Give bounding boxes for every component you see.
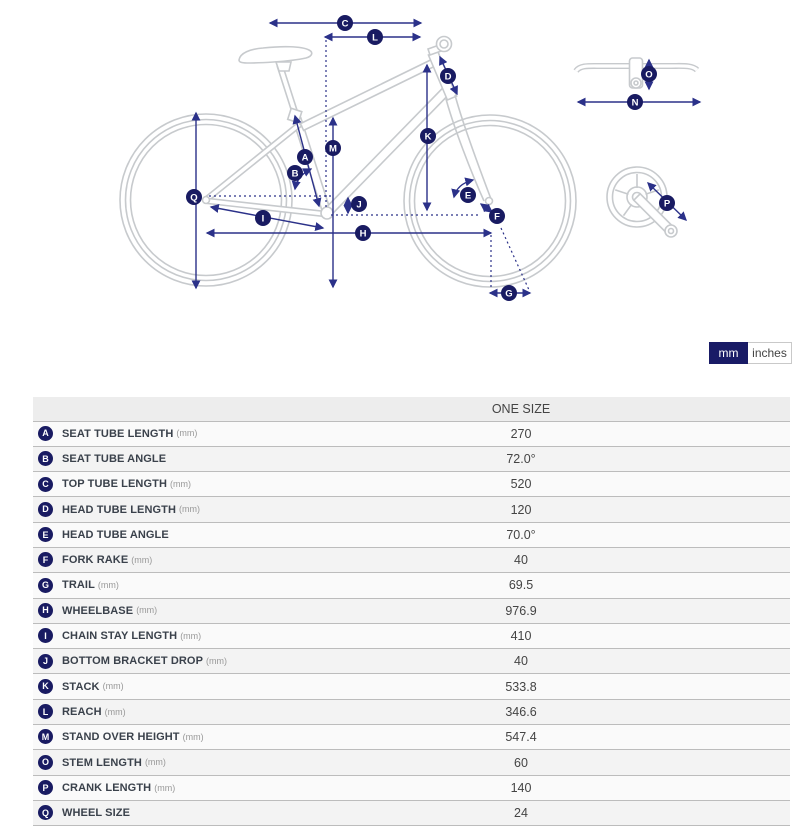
table-row-C (33, 472, 790, 497)
table-row-D (33, 497, 790, 522)
table-row-I (33, 623, 790, 648)
diagram-badge-letter-H: H (359, 228, 367, 240)
table-row-K (33, 674, 790, 699)
row-letter-badge: D (38, 502, 53, 517)
table-row-A (33, 421, 790, 446)
diagram-badge-letter-K: K (424, 131, 432, 143)
row-letter-badge: A (38, 426, 53, 441)
row-label: STACK (62, 680, 100, 693)
row-label: CHAIN STAY LENGTH (62, 629, 178, 642)
unit-toggle (709, 342, 792, 364)
diagram-badge-letter-L: L (372, 32, 378, 44)
table-row-Q (33, 800, 790, 825)
row-letter-badge: P (38, 780, 53, 795)
unit-mm-button[interactable]: mm (709, 342, 748, 364)
row-label: CRANK LENGTH (62, 781, 152, 794)
table-row-H (33, 598, 790, 623)
table-row-F (33, 547, 790, 572)
diagram-badge-letter-P: P (663, 198, 671, 210)
row-unit: (mm) (154, 782, 176, 793)
row-label: STAND OVER HEIGHT (62, 730, 180, 743)
row-value: 40 (514, 654, 528, 669)
table-row-G (33, 573, 790, 598)
row-value: 24 (514, 806, 528, 821)
table-row-M (33, 725, 790, 750)
row-letter-badge: J (38, 654, 53, 669)
row-label: HEAD TUBE ANGLE (62, 528, 169, 541)
row-label: REACH (62, 705, 102, 718)
row-unit: (mm) (102, 681, 124, 692)
row-letter-badge: F (38, 552, 53, 567)
row-letter-badge: E (38, 527, 53, 542)
row-value: 70.0° (506, 527, 536, 542)
row-letter-badge: C (38, 477, 53, 492)
row-label: WHEELBASE (62, 604, 134, 617)
row-value: 270 (510, 426, 532, 441)
table-row-J (33, 649, 790, 674)
diagram-badge-letter-J: J (356, 199, 362, 211)
row-label: SEAT TUBE ANGLE (62, 452, 167, 465)
row-unit: (mm) (104, 706, 126, 717)
row-label: SEAT TUBE LENGTH (62, 427, 174, 440)
table-header-row (33, 397, 790, 421)
row-value: 533.8 (505, 679, 537, 694)
row-label: STEM LENGTH (62, 756, 142, 769)
row-label: WHEEL SIZE (62, 806, 131, 819)
row-unit: (mm) (131, 554, 153, 565)
table-row-O (33, 750, 790, 775)
row-letter-badge: Q (38, 805, 53, 820)
row-letter-badge: K (38, 679, 53, 694)
row-value: 40 (514, 553, 528, 568)
row-unit: (mm) (170, 479, 191, 489)
table-row-E (33, 522, 790, 547)
row-unit: (mm) (97, 580, 119, 591)
diagram-badge-letter-G: G (505, 288, 513, 300)
row-value: 410 (510, 629, 532, 644)
row-unit: (mm) (136, 605, 158, 616)
bike-geometry-diagram (0, 0, 797, 340)
row-letter-badge: B (38, 451, 53, 466)
row-value: 547.4 (505, 730, 537, 745)
bike-lineart (120, 37, 697, 288)
size-column-header: ONE SIZE (491, 401, 551, 416)
header-empty-cell (33, 397, 252, 421)
row-value: 120 (510, 502, 532, 517)
row-value: 976.9 (505, 603, 537, 618)
row-label: FORK RAKE (62, 553, 129, 566)
row-letter-badge: I (38, 628, 53, 643)
row-unit: (mm) (144, 757, 166, 768)
table-row-L (33, 699, 790, 724)
row-unit: (mm) (180, 630, 202, 641)
diagram-badge-letter-M: M (329, 143, 337, 155)
row-value: 346.6 (505, 704, 537, 719)
diagram-badge-letter-B: B (291, 168, 299, 180)
diagram-badge-letter-A: A (301, 152, 309, 164)
table-row-B (33, 446, 790, 471)
unit-inches-button[interactable]: inches (748, 342, 792, 364)
table-row-P (33, 775, 790, 800)
row-unit: (mm) (206, 656, 228, 667)
row-letter-badge: L (38, 704, 53, 719)
row-unit: (mm) (176, 428, 198, 439)
diagram-badge-letter-C: C (341, 18, 349, 30)
diagram-badge-letter-Q: Q (190, 192, 198, 204)
row-value: 72.0° (506, 451, 536, 466)
row-value: 520 (510, 477, 532, 492)
diagram-badge-letter-I: I (261, 213, 265, 225)
row-value: 140 (510, 780, 532, 795)
row-letter-badge: G (38, 578, 53, 593)
row-value: 60 (514, 755, 528, 770)
row-unit: (mm) (182, 731, 204, 742)
row-value: 69.5 (508, 578, 534, 593)
diagram-badge-letter-E: E (464, 190, 472, 202)
row-label: HEAD TUBE LENGTH (62, 503, 177, 516)
row-label: TRAIL (62, 579, 95, 592)
row-label: BOTTOM BRACKET DROP (62, 655, 204, 668)
diagram-badge-letter-D: D (444, 71, 452, 83)
row-letter-badge: O (38, 755, 53, 770)
diagram-badge-letter-O: O (645, 69, 653, 81)
row-label: TOP TUBE LENGTH (62, 478, 167, 490)
geometry-table (33, 397, 790, 826)
row-letter-badge: M (38, 729, 53, 744)
diagram-badge-letter-N: N (631, 97, 639, 109)
row-unit: (mm) (179, 504, 201, 515)
row-letter-badge: H (38, 603, 53, 618)
diagram-badge-letter-F: F (494, 211, 500, 223)
